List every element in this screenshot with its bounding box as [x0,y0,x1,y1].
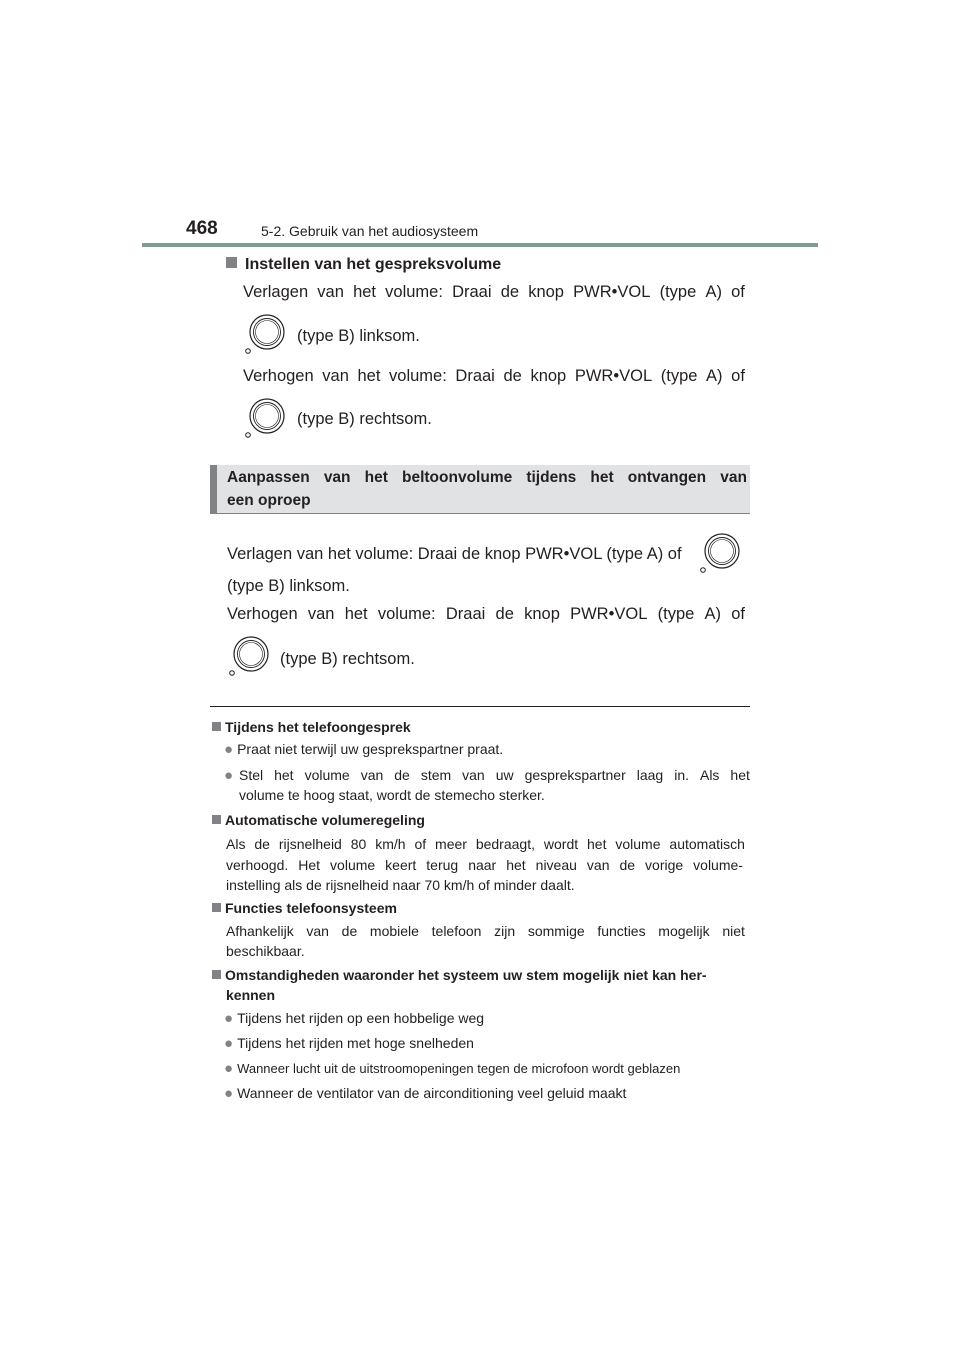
volume-knob-icon [242,312,286,356]
page-number: 468 [186,218,218,239]
call-raise-end: (type B) rechtsom. [297,410,432,428]
circle-bullet-icon: ● [224,1010,234,1027]
list-item [224,767,237,784]
note-heading-phone-functions: Functies telefoonsysteem [212,900,397,916]
list-item: ● Wanneer de ventilator van de airconditioning veel geluid maakt [224,1085,627,1102]
ring-volume-heading-line2: een oproep [227,492,311,509]
note-text-line: Afhankelijk van de mobiele telefoon zijn sommige functies mogelijk niet [226,923,745,939]
note-text-line: instelling als de rijsnelheid naar 70 km/h of minder daalt. [226,877,575,893]
ring-lower-end: (type B) linksom. [227,577,350,595]
list-item: ● Wanneer lucht uit de uitstroomopeningen tegen de microfoon wordt geblazen [224,1060,681,1077]
square-bullet-icon [226,257,237,268]
call-lower-end: (type B) linksom. [297,327,420,345]
notes-divider [210,706,750,707]
ring-volume-heading-box [210,465,750,514]
note-text-line: beschikbaar. [226,943,305,959]
circle-bullet-icon: ● [224,767,234,784]
circle-bullet-icon: ● [224,1035,234,1052]
note-heading-auto-volume: Automatische volumeregeling [212,812,425,828]
list-item: ● Praat niet terwijl uw gesprekspartner praat. [224,741,504,758]
list-item: ● Tijdens het rijden op een hobbelige weg [224,1010,485,1027]
section-title: 5-2. Gebruik van het audiosysteem [261,223,479,239]
list-item: ● Tijdens het rijden met hoge snelheden [224,1035,474,1052]
call-lower-line: Verlagen van het volume: Draai de knop PWR•VOL (type A) of [243,283,745,301]
note-heading-recognition-line2: kennen [226,987,276,1003]
note-text-line: Stel het volume van de stem van uw gesprekspartner laag in. Als het [239,767,750,783]
square-bullet-icon [212,970,221,979]
circle-bullet-icon: ● [224,741,234,758]
circle-bullet-icon: ● [224,1060,234,1077]
square-bullet-icon [212,722,221,731]
call-raise-line: Verhogen van het volume: Draai de knop PWR•VOL (type A) of [243,367,745,385]
circle-bullet-icon: ● [224,1085,234,1102]
note-heading-during-call: Tijdens het telefoongesprek [212,719,411,735]
header-rule [142,243,818,247]
call-volume-heading: Instellen van het gespreksvolume [226,256,501,274]
volume-knob-icon [697,531,741,575]
note-text-line: Als de rijsnelheid 80 km/h of meer bedraagt, wordt het volume automatisch [226,836,745,852]
volume-knob-icon [242,396,286,440]
note-text-line: volume te hoog staat, wordt de stemecho sterker. [239,787,545,803]
ring-raise-line: Verhogen van het volume: Draai de knop PWR•VOL (type A) of [227,605,745,623]
ring-raise-end: (type B) rechtsom. [280,650,415,668]
ring-volume-heading: Aanpassen van het beltoonvolume tijdens het ontvangen van [227,469,747,486]
note-heading-recognition: Omstandigheden waaronder het systeem uw stem mogelijk niet kan her- [212,967,707,983]
square-bullet-icon [212,815,221,824]
square-bullet-icon [212,903,221,912]
note-text-line: verhoogd. Het volume keert terug naar het niveau van de vorige volume- [226,857,743,873]
volume-knob-icon [226,634,270,678]
ring-lower-line: Verlagen van het volume: Draai de knop PWR•VOL (type A) of [227,545,682,563]
